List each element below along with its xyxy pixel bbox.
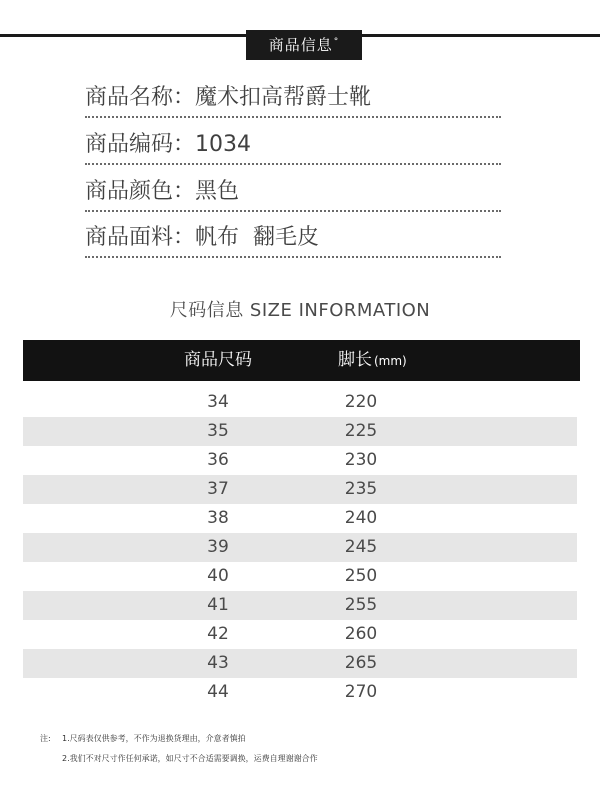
length-cell: 270 <box>344 682 378 702</box>
length-cell: 255 <box>344 595 378 615</box>
note-line-1: 1.尺码表仅供参考，不作为退换货理由，介意者慎拍 <box>62 734 246 743</box>
size-cell: 41 <box>207 595 229 615</box>
notes-prefix: 注: <box>40 734 51 743</box>
size-info-heading: 尺码信息 SIZE INFORMATION <box>169 300 431 321</box>
product-name-label: 商品名称： <box>85 85 196 110</box>
table-row <box>23 591 577 620</box>
section-title-tab <box>246 30 362 60</box>
title-mark: ° <box>333 37 340 47</box>
length-cell: 250 <box>344 566 378 586</box>
length-cell: 235 <box>344 479 378 499</box>
length-cell: 265 <box>344 653 378 673</box>
table-row <box>23 678 577 707</box>
product-code-label: 商品编码： <box>85 132 196 157</box>
size-cell: 44 <box>207 682 229 702</box>
table-row <box>23 504 577 533</box>
table-row <box>23 562 577 591</box>
column-header-length <box>338 340 407 381</box>
product-material-value: 帆布 翻毛皮 <box>195 225 320 250</box>
table-row <box>23 388 577 417</box>
size-cell: 36 <box>207 450 229 470</box>
size-table-body <box>23 388 577 707</box>
product-name-row <box>85 80 501 118</box>
length-cell: 240 <box>344 508 378 528</box>
length-cell: 230 <box>344 450 378 470</box>
section-title: 商品信息 <box>268 36 333 54</box>
table-row <box>23 417 577 446</box>
length-label: 脚长 <box>338 350 372 370</box>
size-cell: 37 <box>207 479 229 499</box>
note-line-2: 2.我们不对尺寸作任何承诺，如尺寸不合适需要调换，运费自理谢谢合作 <box>62 754 318 763</box>
column-header-size: 商品尺码 <box>184 350 252 370</box>
size-cell: 43 <box>207 653 229 673</box>
length-unit: (mm) <box>374 354 407 368</box>
size-cell: 40 <box>207 566 229 586</box>
table-row <box>23 649 577 678</box>
table-row <box>23 620 577 649</box>
length-cell: 245 <box>344 537 378 557</box>
size-cell: 34 <box>207 392 229 412</box>
length-cell: 260 <box>344 624 378 644</box>
product-name-value: 魔术扣高帮爵士靴 <box>195 85 372 110</box>
product-color-row <box>85 174 501 212</box>
product-code-value: 1034 <box>195 132 252 157</box>
table-row <box>23 533 577 562</box>
length-cell: 220 <box>344 392 378 412</box>
size-cell: 42 <box>207 624 229 644</box>
length-cell: 225 <box>344 421 378 441</box>
table-row <box>23 475 577 504</box>
product-code-row <box>85 127 501 165</box>
size-cell: 35 <box>207 421 229 441</box>
product-color-label: 商品颜色： <box>85 179 196 204</box>
table-row <box>23 446 577 475</box>
size-table-header <box>23 340 580 381</box>
product-material-row <box>85 220 501 258</box>
product-material-label: 商品面料： <box>85 225 196 250</box>
product-color-value: 黑色 <box>195 179 240 204</box>
size-cell: 38 <box>207 508 229 528</box>
size-cell: 39 <box>207 537 229 557</box>
